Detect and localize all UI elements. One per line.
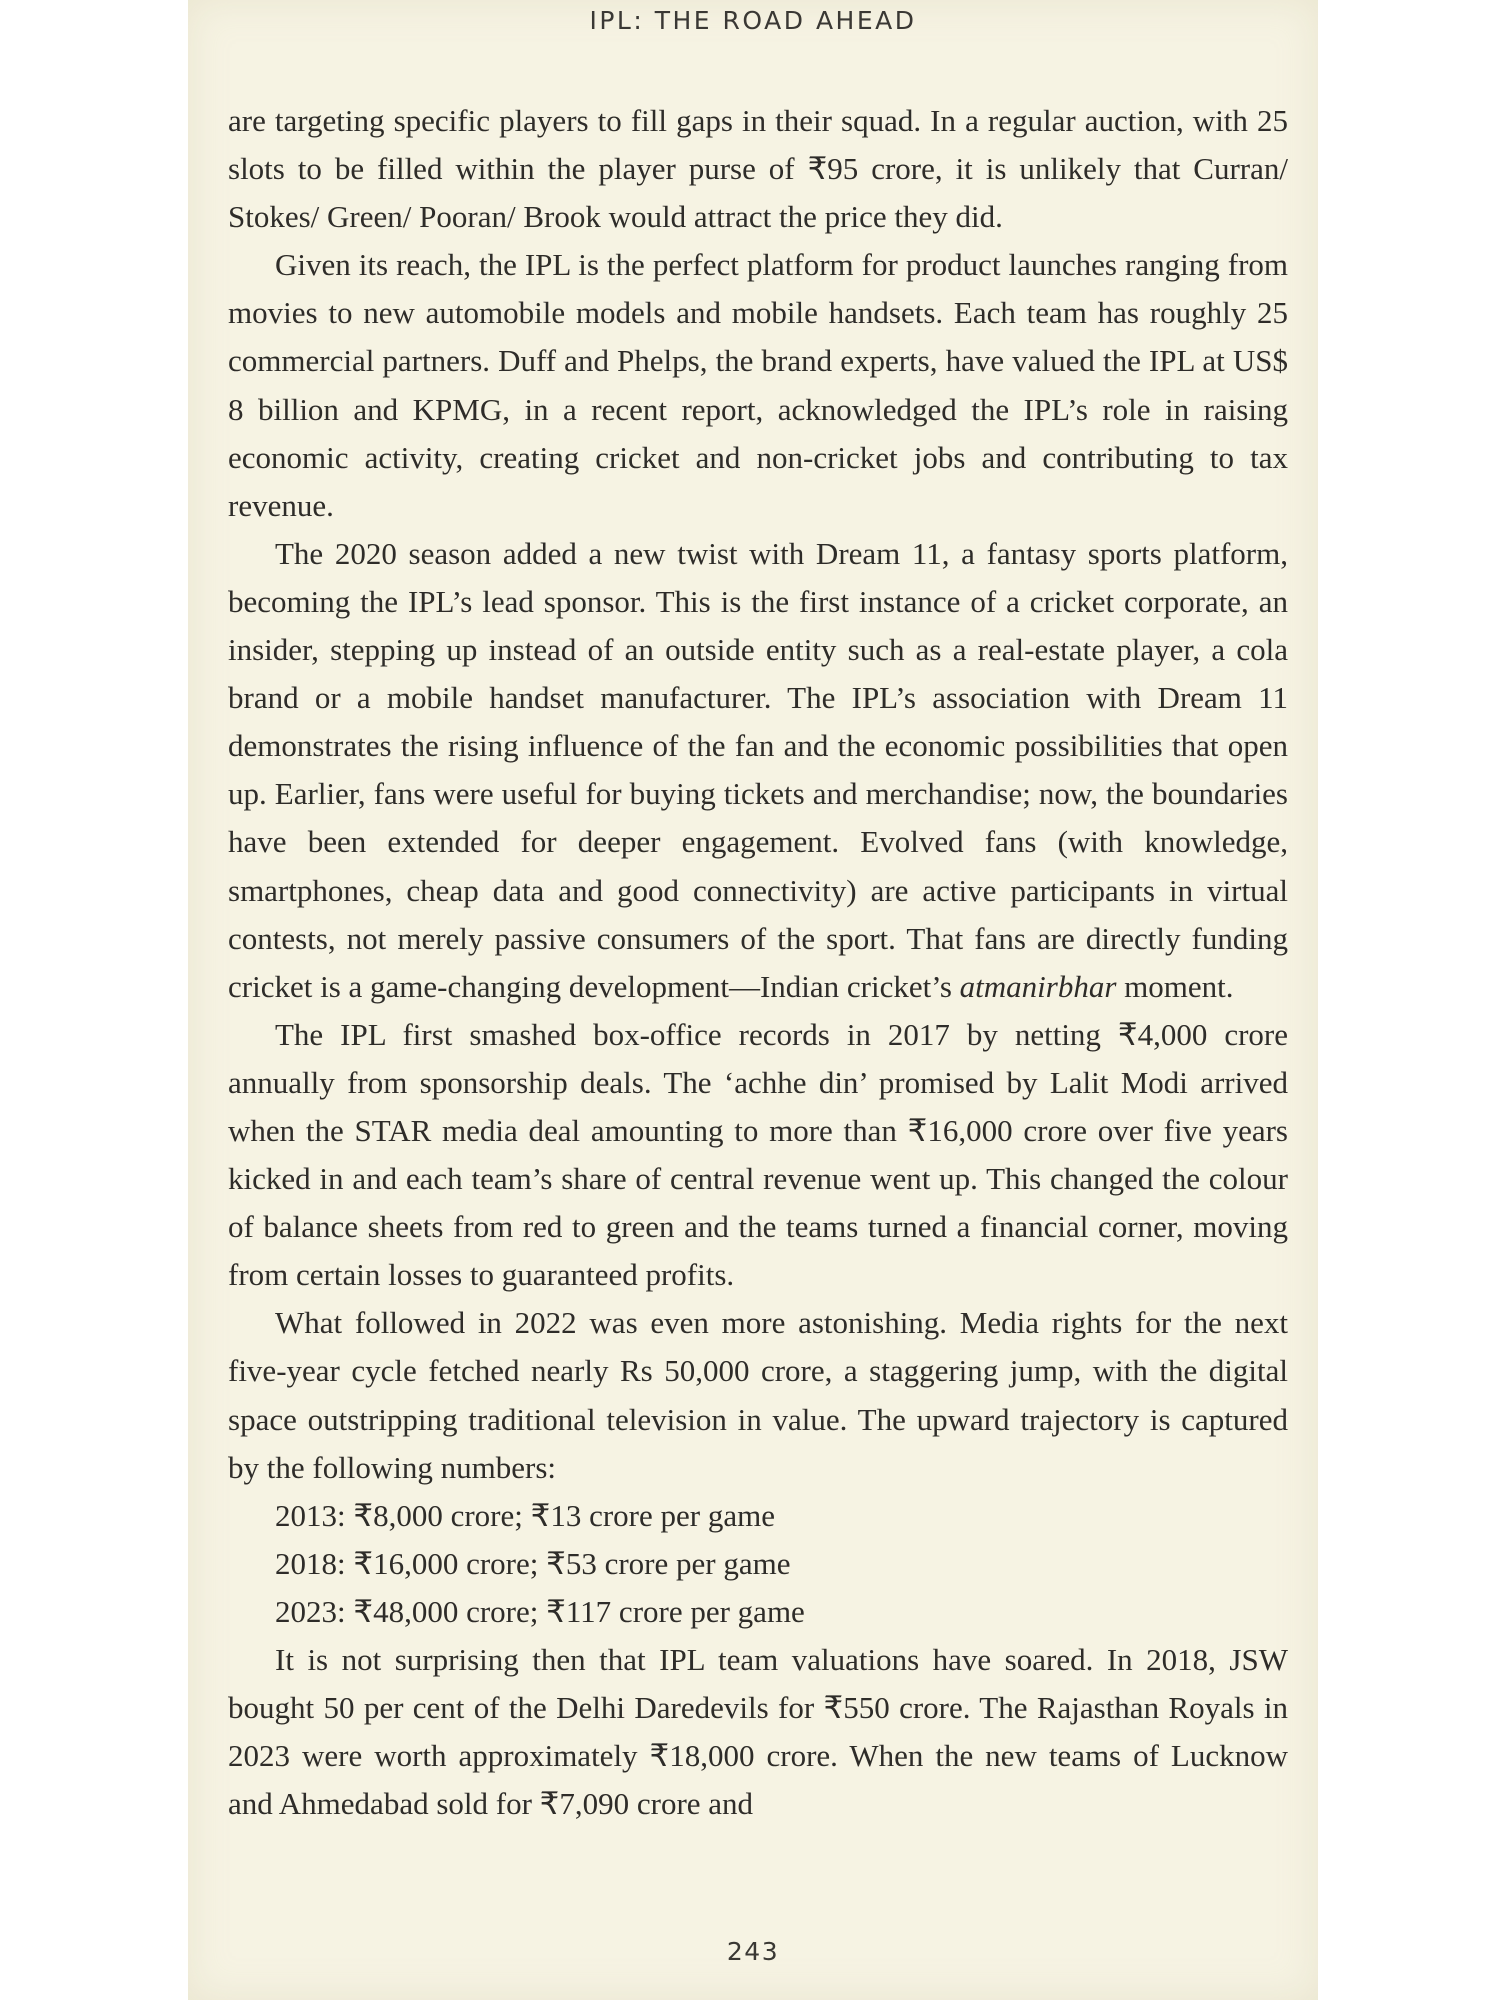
- figure-line: 2018: ₹16,000 crore; ₹53 crore per game: [275, 1545, 791, 1581]
- paragraph: What followed in 2022 was even more astonishing. Media rights for the next five-year cycle fetched nearly Rs 50,000 crore, a staggering jump, with the digital space outstripping traditional television in value. The upward trajectory is captured by the following numbers:: [228, 1305, 1288, 1485]
- paragraph: are targeting specific players to fill gaps in their squad. In a regular auction, with 25 slots to be filled within the player purse of ₹95 crore, it is unlikely that Curran/ Stokes/ Green/ Pooran/ Brook would attract the price they did.: [228, 103, 1288, 235]
- paragraph-text: The 2020 season added a new twist with Dream 11, a fantasy sports platform, becoming the IPL’s lead sponsor. This is the first instance of a cricket corporate, an insider, stepping up instead of an outside entity such as a real-estate player, a cola brand or a mobile handset manufacturer. The IPL’s association with Dream 11 demonstrates the rising influence of the fan and the economic possibilities that open up. Earlier, fans were useful for buying tickets and merchandise; now, the boundaries have been extended for deeper engagement. Evolved fans (with knowledge, smartphones, cheap data and good connectivity) are active participants in virtual contests, not merely passive consumers of the sport. That fans are directly funding cricket is a game-changing development—Indian cricket’s: [228, 535, 1288, 1004]
- running-head: IPL: THE ROAD AHEAD: [589, 6, 917, 35]
- italic-term: atmanirbhar: [959, 968, 1117, 1004]
- body-text: [228, 97, 1288, 1828]
- paragraph: [228, 530, 1288, 1011]
- paragraph-text: moment.: [1116, 968, 1234, 1004]
- paragraph: Given its reach, the IPL is the perfect platform for product launches ranging from movies to new automobile models and mobile handsets. Each team has roughly 25 commercial partners. Duff and Phelps, the brand experts, have valued the IPL at US$ 8 billion and KPMG, in a recent report, acknowledged the IPL’s role in raising economic activity, creating cricket and non-cricket jobs and contributing to tax revenue.: [228, 247, 1288, 523]
- book-page: [188, 0, 1318, 2000]
- page-number: 243: [726, 1937, 780, 1966]
- paragraph: It is not surprising then that IPL team valuations have soared. In 2018, JSW bought 50 per cent of the Delhi Daredevils for ₹550 crore. The Rajasthan Royals in 2023 were worth approximately ₹18,000 crore. When the new teams of Lucknow and Ahmedabad sold for ₹7,090 crore and: [228, 1642, 1288, 1822]
- figure-line: 2023: ₹48,000 crore; ₹117 crore per game: [275, 1593, 805, 1629]
- figure-line: 2013: ₹8,000 crore; ₹13 crore per game: [275, 1497, 775, 1533]
- paragraph: The IPL first smashed box-office records in 2017 by netting ₹4,000 crore annually from sponsorship deals. The ‘achhe din’ promised by Lalit Modi arrived when the STAR media deal amounting to more than ₹16,000 crore over five years kicked in and each team’s share of central revenue went up. This changed the colour of balance sheets from red to green and the teams turned a financial corner, moving from certain losses to guaranteed profits.: [228, 1016, 1288, 1293]
